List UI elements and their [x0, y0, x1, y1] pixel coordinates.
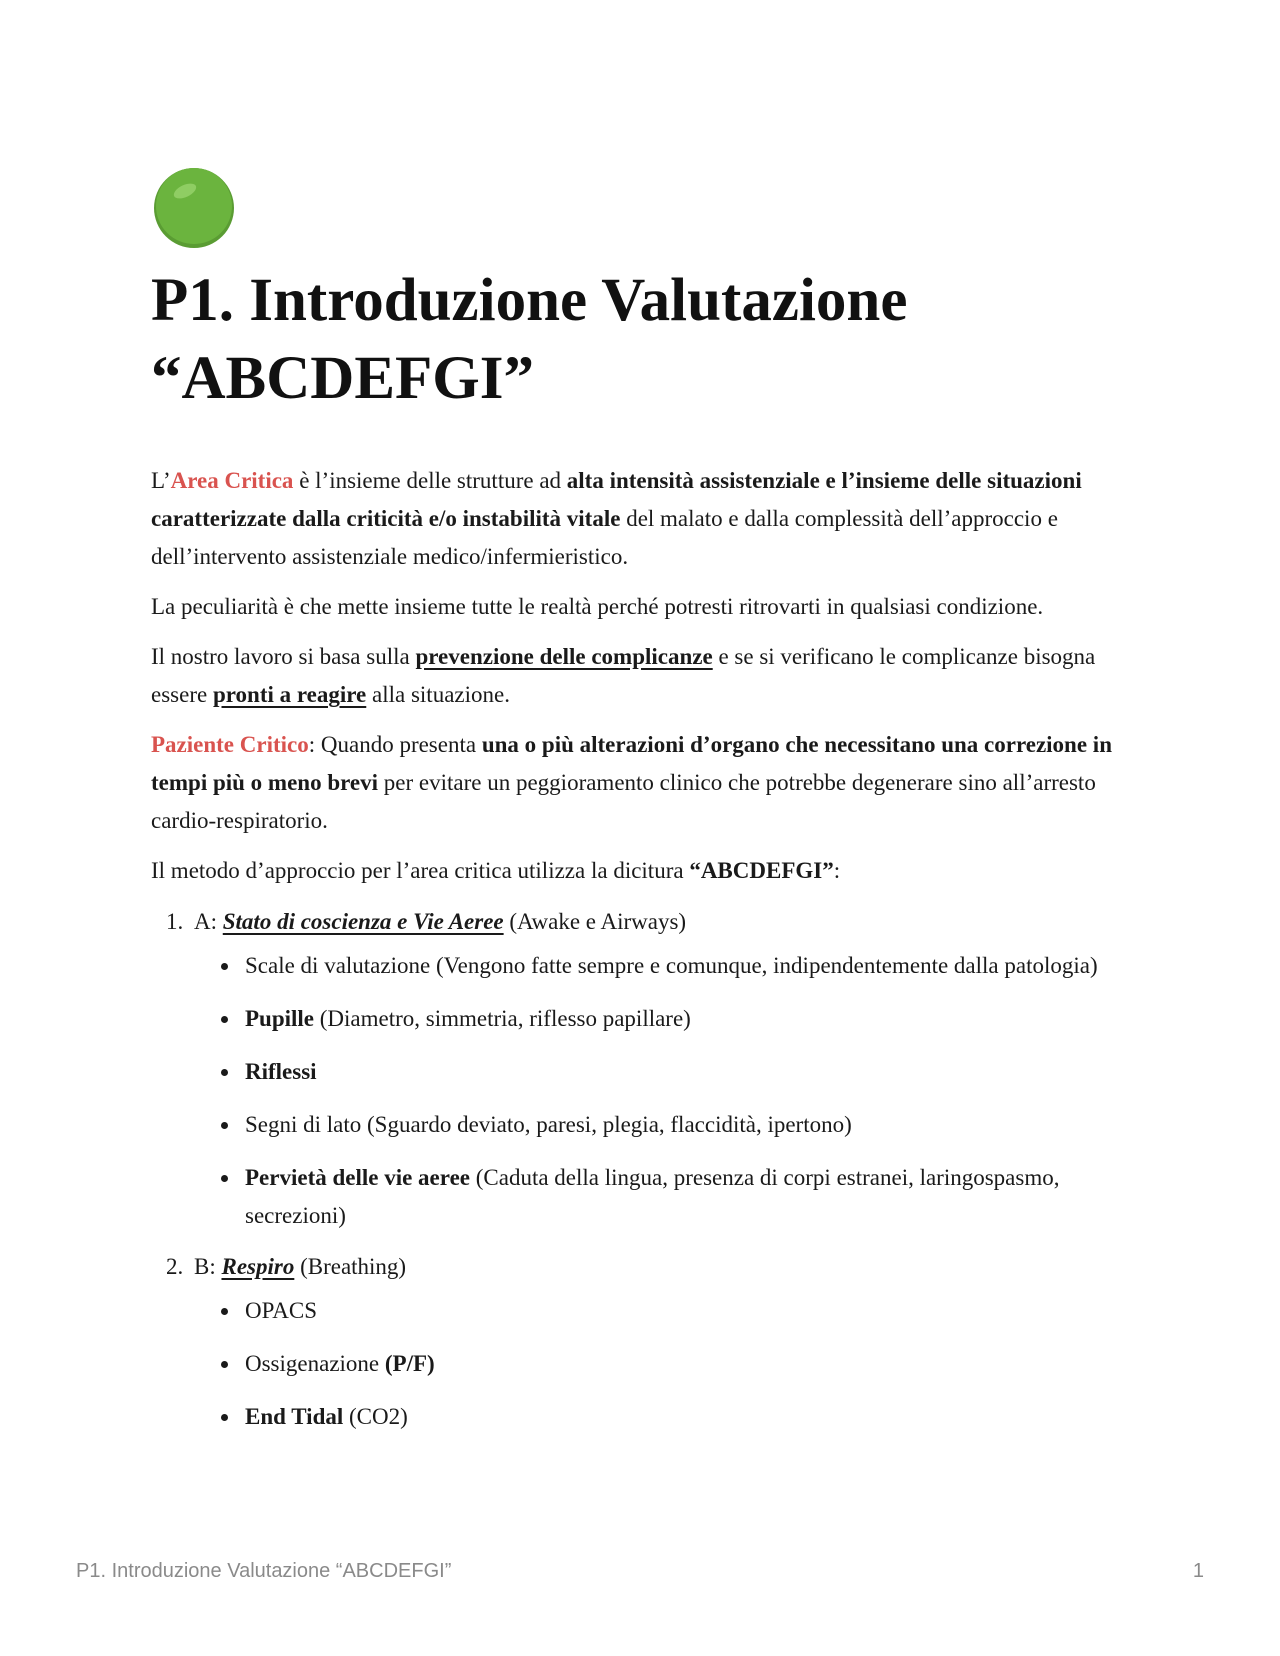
list-item: • Segni di lato (Sguardo deviato, paresi, plegia, flaccidità, ipertono): [241, 1106, 1136, 1144]
text-run: B:: [194, 1254, 222, 1279]
paragraph-paziente-critico: [151, 726, 1136, 840]
text-run: La peculiarità è che mette insieme tutte le realtà perché potresti ritrovarti in qualsiasi condizione.: [151, 594, 1044, 619]
green-circle-icon: [151, 164, 237, 250]
paragraph-lavoro: [151, 638, 1136, 714]
text-run: (Awake e Airways): [503, 909, 687, 934]
bullet-list: [151, 947, 1136, 1235]
text-run: L’: [151, 468, 171, 493]
document-body: [151, 462, 1136, 1436]
underlined-bold-text: pronti a reagire: [212, 682, 367, 707]
footer-title: P1. Introduzione Valutazione “ABCDEFGI”: [76, 1560, 452, 1582]
page-number: 1: [1192, 1560, 1204, 1582]
list-number: 2.: [166, 1254, 184, 1279]
text-run: per evitare un peggioramento clinico che potrebbe degenerare sino all’arresto cardio-respiratorio.: [151, 770, 1096, 833]
highlight-paziente-critico: Paziente Critico: [151, 732, 309, 757]
title-line-2: “ABCDEFGI”: [151, 345, 534, 412]
ordered-list-item-b: [151, 1248, 1136, 1436]
bold-text: una o più alterazioni d’organo che necessitano una correzione in tempi più o meno brevi: [151, 732, 1112, 795]
paragraph-metodo: [151, 852, 1136, 890]
text-run: Il nostro lavoro si basa sulla: [151, 644, 416, 669]
paragraph-peculiarita: [151, 588, 1136, 626]
list-item: • End Tidal (CO2): [241, 1398, 1136, 1436]
list-item: • Riflessi: [241, 1053, 1136, 1091]
bold-text: “ABCDEFGI”: [689, 858, 834, 883]
text-run: del malato e dalla complessità dell’approccio e dell’intervento assistenziale medico/infermieristico.: [151, 506, 1058, 569]
list-number: 1.: [166, 909, 184, 934]
text-run: :: [833, 858, 841, 883]
bullet-list: [151, 1292, 1136, 1436]
section-term: Stato di coscienza e Vie Aeree: [222, 909, 504, 934]
list-item: • Ossigenazione (P/F): [241, 1345, 1136, 1383]
list-item: • Pervietà delle vie aeree (Caduta della lingua, presenza di corpi estranei, laringospasmo, secrezioni): [241, 1159, 1136, 1235]
list-item: • Pupille (Diametro, simmetria, riflesso papillare): [241, 1000, 1136, 1038]
paragraph-area-critica: [151, 462, 1136, 576]
underlined-bold-text: prevenzione delle complicanze: [415, 644, 713, 669]
text-run: Il metodo d’approccio per l’area critica utilizza la dicitura: [151, 858, 690, 883]
page-title: [151, 262, 1151, 418]
list-item: • OPACS: [241, 1292, 1136, 1330]
text-run: A:: [194, 909, 223, 934]
list-item: • Scale di valutazione (Vengono fatte sempre e comunque, indipendentemente dalla patologia): [241, 947, 1136, 985]
text-run: e se si verificano le complicanze bisogna essere: [151, 644, 1096, 707]
text-run: : Quando presenta: [308, 732, 482, 757]
title-line-1: P1. Introduzione Valutazione: [151, 267, 908, 334]
text-run: (Breathing): [294, 1254, 407, 1279]
text-run: alla situazione.: [366, 682, 510, 707]
text-run: è l’insieme delle strutture ad: [293, 468, 567, 493]
bold-text: alta intensità assistenziale e l’insieme delle situazioni caratterizzate dalla criticità e/o instabilità vitale: [151, 468, 1082, 531]
ordered-list-item-a: [151, 903, 1136, 1235]
highlight-area-critica: Area Critica: [170, 468, 294, 493]
section-term: Respiro: [221, 1254, 295, 1279]
page-footer: [76, 1560, 1204, 1583]
